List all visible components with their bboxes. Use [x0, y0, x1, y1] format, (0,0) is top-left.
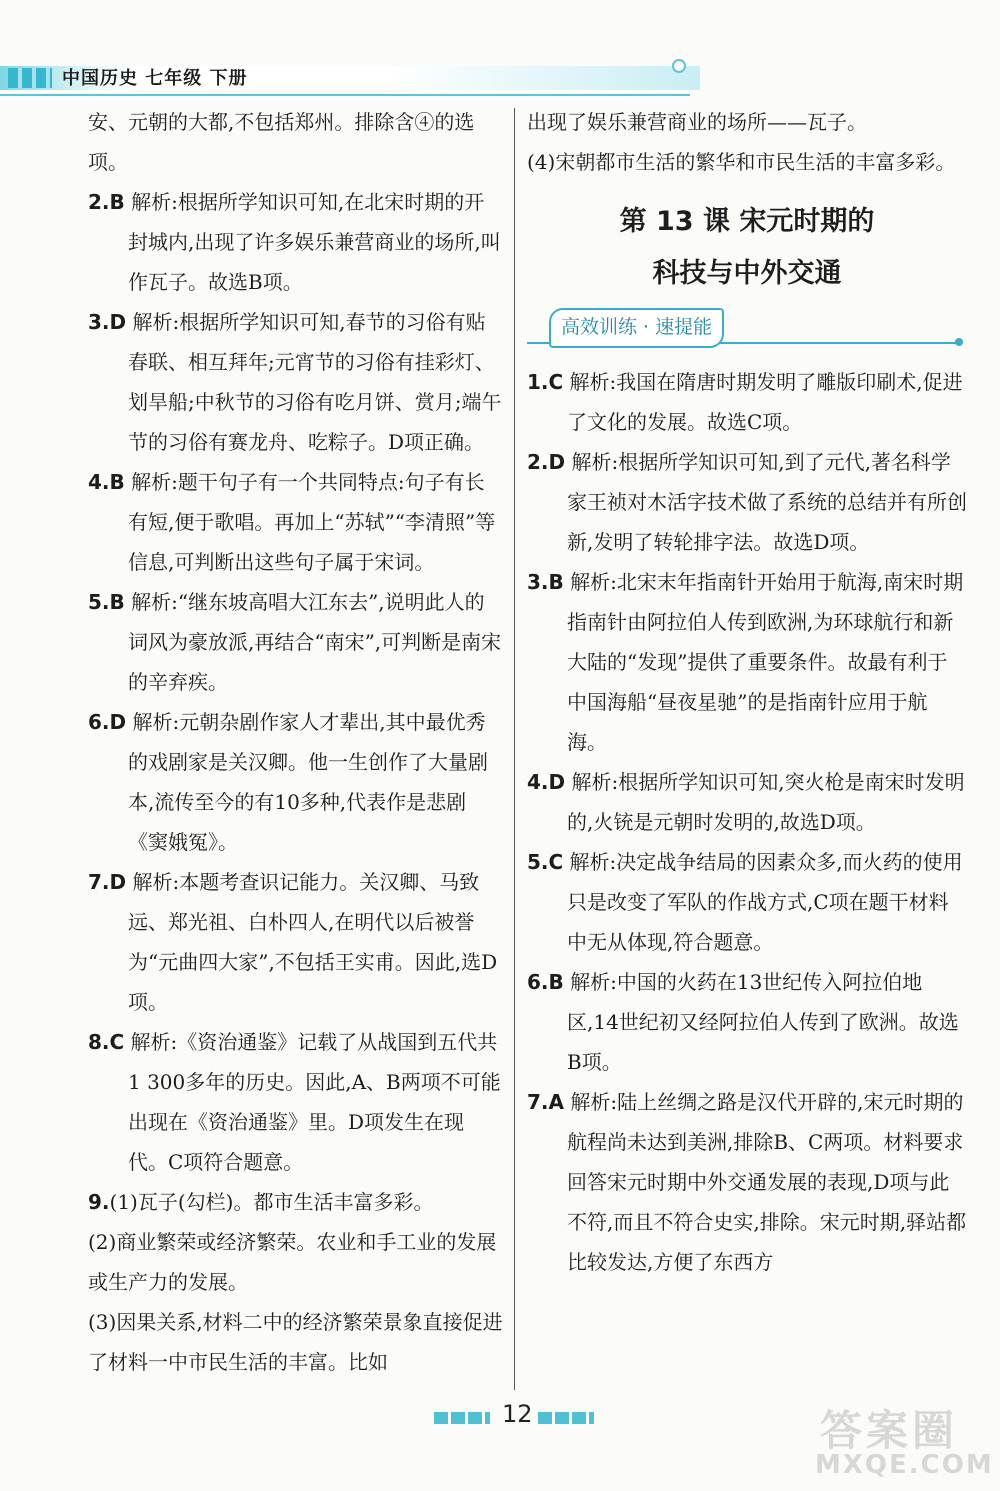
right-column — [527, 102, 967, 1282]
answer-item: 3.D 解析:根据所学知识可知,春节的习俗有贴春联、相互拜年;元宵节的习俗有挂彩灯、划旱船;中秋节的习俗有吃月饼、赏月;端午节的习俗有赛龙舟、吃粽子。D项正确。 — [88, 310, 502, 454]
answer-item: 2.B 解析:根据所学知识可知,在北宋时期的开封城内,出现了许多娱乐兼营商业的场所,叫作瓦子。故选B项。 — [88, 190, 501, 294]
answer-item: 3.B 解析:北宋末年指南针开始用于航海,南宋时期指南针由阿拉伯人传到欧洲,为环球航行和新大陆的“发现”提供了重要条件。故最有利于中国海船“昼夜星驰”的是指南针应用于航海。 — [527, 570, 964, 754]
page-header — [0, 58, 690, 98]
sub-answer: (3)因果关系,材料二中的经济繁荣景象直接促进了材料一中市民生活的丰富。比如 — [88, 1310, 503, 1374]
header-blocks — [8, 68, 52, 88]
page-number: 12 — [502, 1400, 533, 1428]
footer-deco-left — [434, 1412, 490, 1424]
left-column — [88, 102, 503, 1382]
page-footer — [430, 1400, 600, 1436]
answer-item: 7.D 解析:本题考查识记能力。关汉卿、马致远、郑光祖、白朴四人,在明代以后被誉为“元曲四大家”,不包括王实甫。因此,选D项。 — [88, 870, 498, 1014]
header-rule — [0, 94, 690, 96]
footer-deco-right — [538, 1412, 594, 1424]
answer-item: 9.(1)瓦子(勾栏)。都市生活丰富多彩。 — [88, 1190, 434, 1214]
sub-answer: (2)商业繁荣或经济繁荣。农业和手工业的发展或生产力的发展。 — [88, 1230, 497, 1294]
answer-item: 5.B 解析:“继东坡高唱大江东去”,说明此人的词风为豪放派,再结合“南宋”,可判断是南宋的辛弃疾。 — [88, 590, 502, 694]
sub-answer: (4)宋朝都市生活的繁华和市民生活的丰富多彩。 — [527, 150, 956, 174]
continued-text: 出现了娱乐兼营商业的场所——瓦子。 — [527, 110, 867, 134]
answer-item: 6.B 解析:中国的火药在13世纪传入阿拉伯地区,14世纪初又经阿拉伯人传到了欧洲。故选B项。 — [527, 970, 959, 1074]
watermark-logo: 答案圈 — [820, 1406, 959, 1455]
answer-item: 2.D 解析:根据所学知识可知,到了元代,著名科学家王祯对木活字技术做了系统的总结并有所创新,发明了转轮排字法。故选D项。 — [527, 450, 967, 554]
header-dot-icon — [672, 59, 686, 73]
answer-item: 5.C 解析:决定战争结局的因素众多,而火药的使用只是改变了军队的作战方式,C项在题干材料中无从体现,符合题意。 — [527, 850, 963, 954]
section-tag-label: 高效训练 · 速提能 — [549, 308, 724, 348]
lesson-title — [527, 196, 967, 300]
answer-item: 6.D 解析:元朝杂剧作家人才辈出,其中最优秀的戏剧家是关汉卿。他一生创作了大量剧本,流传至今的有10多种,代表作是悲剧《窦娥冤》。 — [88, 710, 488, 854]
answer-item: 1.C 解析:我国在隋唐时期发明了雕版印刷术,促进了文化的发展。故选C项。 — [527, 370, 963, 434]
lesson-title-line2: 科技与中外交通 — [652, 258, 842, 289]
continued-text: 安、元朝的大都,不包括郑州。排除含④的选项。 — [88, 110, 475, 174]
section-dot-icon — [955, 338, 963, 346]
section-header — [527, 308, 967, 350]
answer-item: 4.D 解析:根据所学知识可知,突火枪是南宋时发明的,火铳是元朝时发明的,故选D项。 — [527, 770, 965, 834]
lesson-title-line1: 第 13 课 宋元时期的 — [619, 206, 875, 237]
watermark-url: MXQE.COM — [815, 1450, 994, 1480]
answer-item: 7.A 解析:陆上丝绸之路是汉代开辟的,宋元时期的航程尚未达到美洲,排除B、C两项。材料要求回答宋元时期中外交通发展的表现,D项与此不符,而且不符合史实,排除。宋元时期,驿站都比较发达,方便了东西方 — [527, 1090, 967, 1274]
answer-item: 8.C 解析:《资治通鉴》记载了从战国到五代共1 300多年的历史。因此,A、B两项不可能出现在《资治通鉴》里。D项发生在现代。C项符合题意。 — [88, 1030, 501, 1174]
book-title: 中国历史 七年级 下册 — [62, 68, 248, 89]
column-divider — [514, 108, 515, 1390]
answer-item: 4.B 解析:题干句子有一个共同特点:句子有长有短,便于歌唱。再加上“苏轼”“李清照”等信息,可判断出这些句子属于宋词。 — [88, 470, 496, 574]
